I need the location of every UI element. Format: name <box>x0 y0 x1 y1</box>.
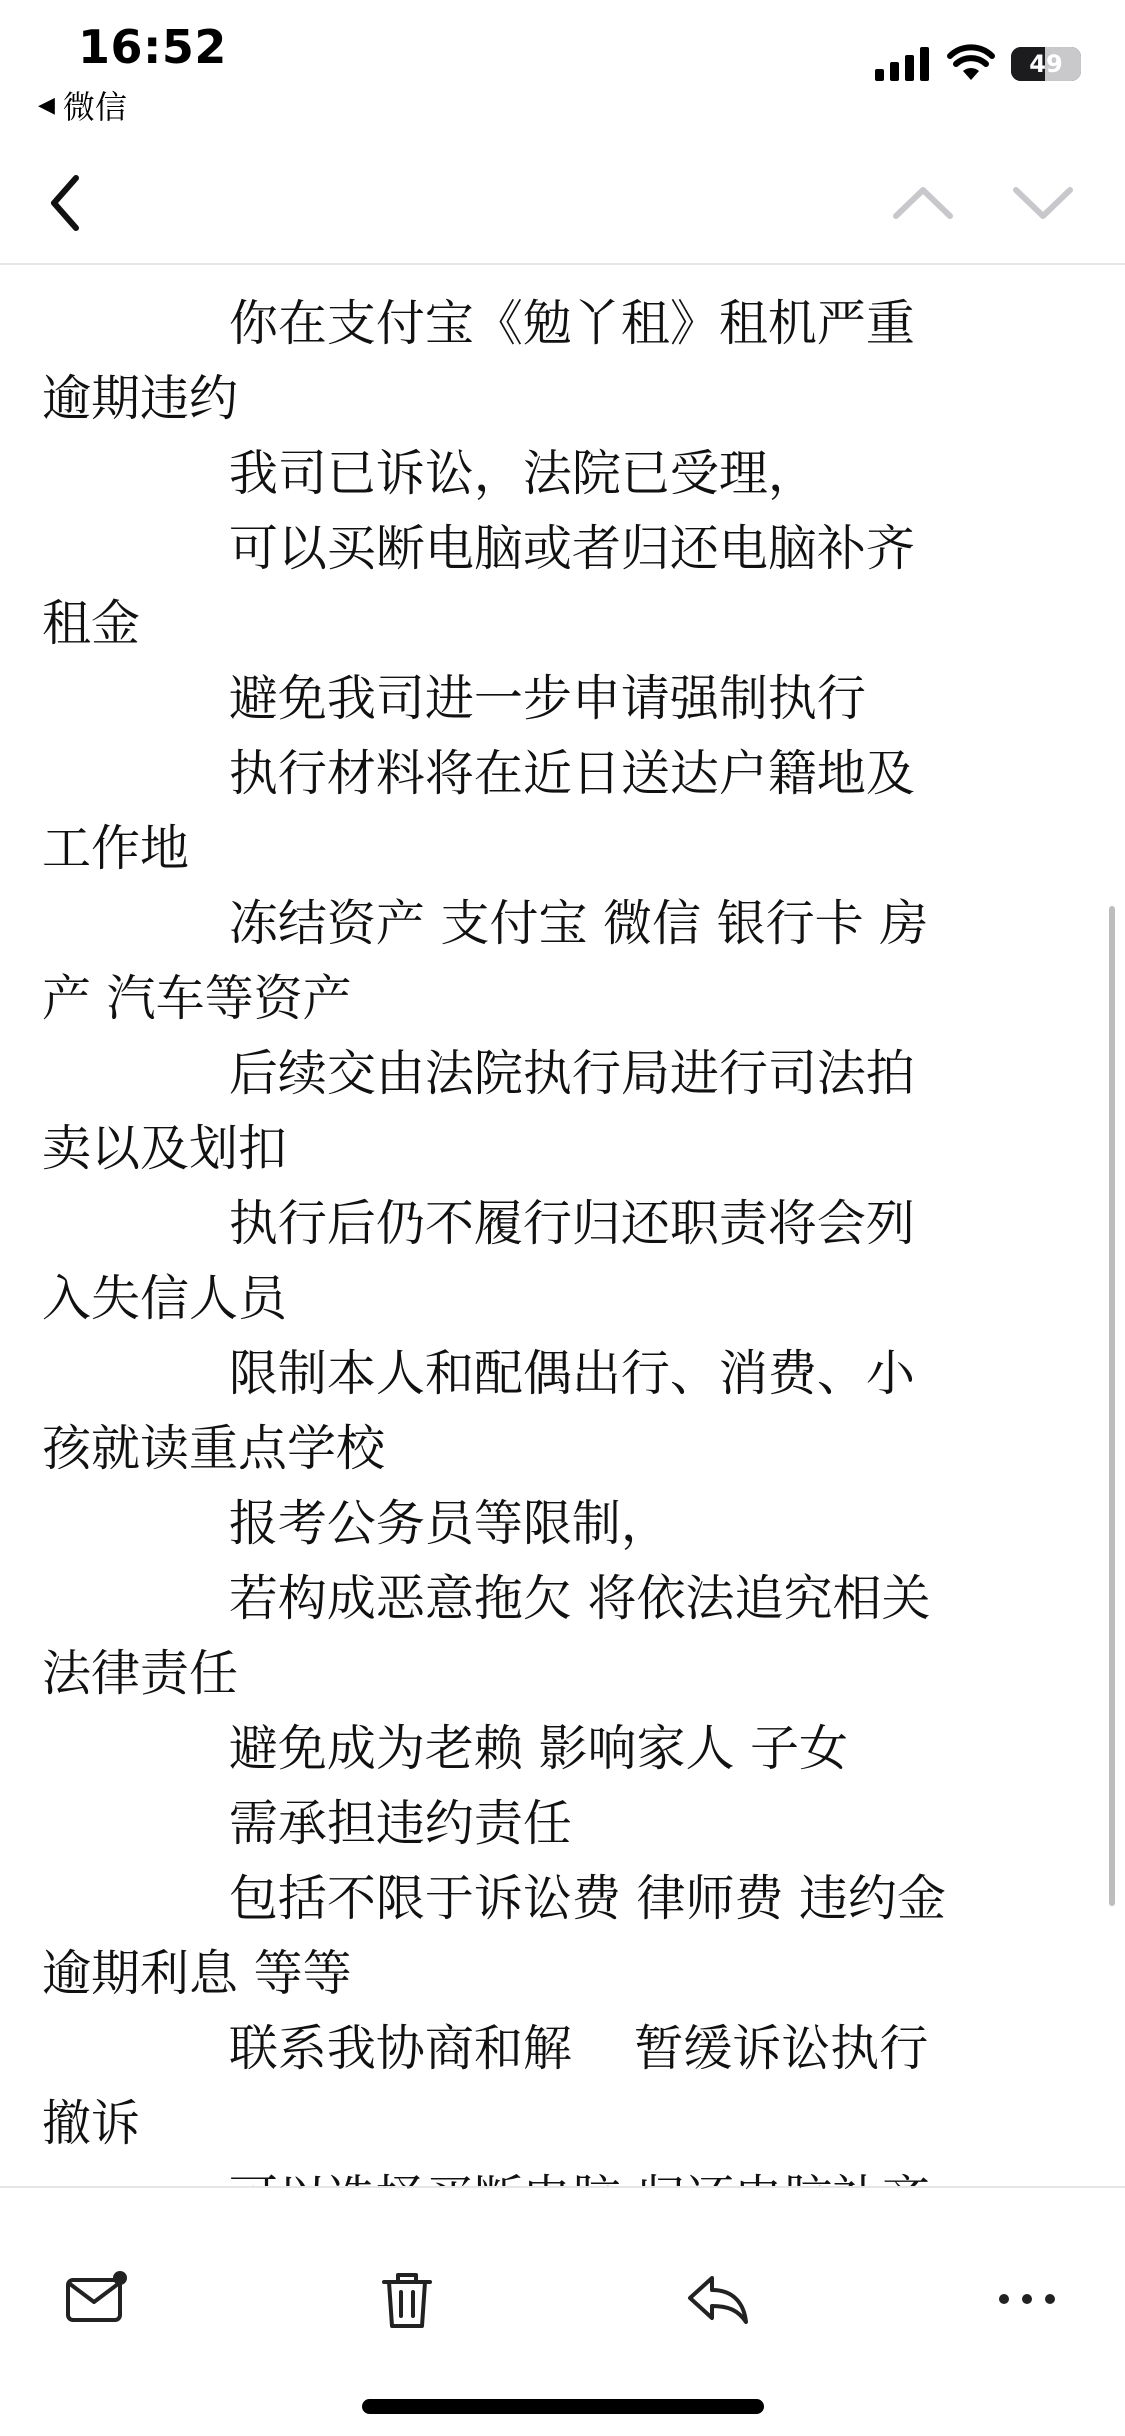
battery-icon <box>1011 47 1081 81</box>
back-triangle-icon: ◀ <box>38 92 55 118</box>
email-text-line: 入失信人员 <box>42 1270 288 1327</box>
email-text-line: 工作地 <box>42 820 190 877</box>
chevron-left-icon[interactable] <box>38 168 98 238</box>
email-text-line: 你在支付宝《勉丫租》租机严重 <box>42 295 915 352</box>
email-text-line: 可以买断电脑或者归还电脑补齐 <box>42 520 915 577</box>
email-text-line: 逾期违约 <box>42 370 239 427</box>
mail-unread-icon[interactable] <box>62 2264 132 2334</box>
email-text <box>42 286 1102 2236</box>
reply-icon[interactable] <box>682 2264 752 2334</box>
email-text-line: 孩就读重点学校 <box>42 1420 386 1477</box>
email-text-line: 限制本人和配偶出行、消费、小 <box>42 1345 915 1402</box>
status-indicators <box>875 46 1081 82</box>
email-text-line: 联系我协商和解 暂缓诉讼执行 <box>42 2020 929 2077</box>
wifi-icon <box>947 46 995 82</box>
back-app-label: 微信 <box>62 88 127 126</box>
scrollbar[interactable] <box>1109 906 1115 1906</box>
signal-icon <box>875 47 931 81</box>
email-text-line: 产 汽车等资产 <box>42 970 352 1027</box>
chevron-down-icon[interactable] <box>1010 172 1076 232</box>
email-text-line: 租金 <box>42 595 141 652</box>
email-text-line: 卖以及划扣 <box>42 1120 288 1177</box>
email-text-line: 执行后仍不履行归还职责将会列 <box>42 1195 915 1252</box>
email-body[interactable] <box>0 266 1125 2186</box>
battery-level: 49 <box>1029 50 1063 78</box>
back-to-app[interactable] <box>38 82 127 128</box>
email-text-line: 避免我司进一步申请强制执行 <box>42 670 866 727</box>
email-text-line: 若构成恶意拖欠 将依法追究相关 <box>42 1570 931 1627</box>
more-icon[interactable] <box>992 2264 1062 2334</box>
email-text-line: 需承担违约责任 <box>42 1795 572 1852</box>
trash-icon[interactable] <box>372 2264 442 2334</box>
email-text-line: 撤诉 <box>42 2095 141 2152</box>
email-text-line: 冻结资产 支付宝 微信 银行卡 房 <box>42 895 929 952</box>
email-text-line: 避免成为老赖 影响家人 子女 <box>42 1720 849 1777</box>
email-text-line: 后续交由法院执行局进行司法拍 <box>42 1045 915 1102</box>
email-text-line: 我司已诉讼，法院已受理， <box>42 445 817 502</box>
status-bar <box>0 0 1125 130</box>
chevron-up-icon[interactable] <box>890 172 956 232</box>
home-indicator[interactable] <box>362 2399 764 2414</box>
email-text-line: 逾期利息 等等 <box>42 1945 352 2002</box>
email-text-line: 包括不限于诉讼费 律师费 违约金 <box>42 1870 947 1927</box>
email-text-line: 执行材料将在近日送达户籍地及 <box>42 745 915 802</box>
email-text-line: 报考公务员等限制， <box>42 1495 670 1552</box>
mail-nav-bar <box>0 140 1125 265</box>
email-text-line: 法律责任 <box>42 1645 239 1702</box>
status-time: 16:52 <box>78 20 227 74</box>
